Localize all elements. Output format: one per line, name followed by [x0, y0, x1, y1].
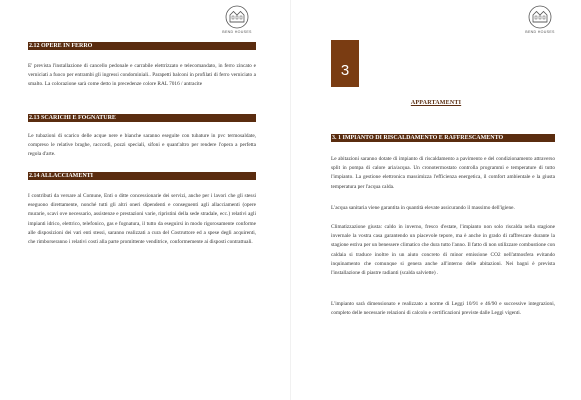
- paragraph-riscaldamento-2: L'acqua sanitaria viene garantita in quantità elevate assicurando il massimo dell'igiene.: [331, 205, 515, 211]
- brand-name: BEND HOUSES: [222, 30, 252, 34]
- brand-name: BEND HOUSES: [525, 30, 555, 34]
- chapter-number: 3: [340, 62, 350, 79]
- paragraph-allacciamenti: I contributi da versare al Comune, Enti o ditte concessionarie dei servizi, anche per i lavori che gli stessi eseguono direttamente, nonché tutti gli altri oneri dipendenti e conseguenti agli allacciamenti (opere murarie, scavi ove necessario, assistenze e prestazioni varie, ripristini della sede stradale, ecc.) relativi agli impianti idrico, elettrico, telefonico, gas e fognatura, il tutto da eseguirsi in modo rigorosamente conforme alle disposizioni dei vari enti stessi, saranno realizzati a cura del Costruttore ed a spese degli acquirenti, che rimborseranno i relativi costi alla parte promittente venditrice, conformemente ai disposti contrattuali.: [28, 193, 256, 246]
- chapter-number-box: [331, 40, 359, 87]
- paragraph-opere-in-ferro: E' prevista l'installazione di cancello pedonale e carrabile elettrizzato e telecomandato, in ferro zincato e verniciati a fuoco per entrambi gli ingressi condominiali.. Parapetti balconi in profilati di ferro verniciato a smalto. La colorazione sarà come detto in precedenze colore RAL 7016 / antracite: [28, 63, 256, 88]
- section-heading-allacciamenti: 2.14 ALLACCIAMENTI: [28, 172, 256, 180]
- brand-logo: [525, 5, 555, 34]
- house-logo-icon: [528, 5, 552, 29]
- brand-logo: [222, 5, 252, 34]
- section-heading-riscaldamento: 3. 1 IMPIANTO DI RISCALDAMENTO E RAFFRESCAMENTO: [331, 134, 555, 142]
- chapter-title: APPARTAMENTI: [410, 100, 462, 106]
- right-page: [291, 0, 581, 400]
- paragraph-scarichi: Le tubazioni di scarico delle acque nere e bianche saranno eseguite con tubature in pvc termosaldate, compreso le relative braghe, raccordi, pozzi speciali, sifoni e quant'altro per rendere l'opera a perfetta regola d'arte.: [28, 133, 256, 158]
- section-heading-opere-in-ferro: 2.12 OPERE IN FERRO: [28, 42, 256, 50]
- house-logo-icon: [225, 5, 249, 29]
- section-heading-scarichi: 2.13 SCARICHI E FOGNATURE: [28, 114, 256, 122]
- left-page: [0, 0, 290, 400]
- paragraph-riscaldamento-3: Climatizzazione giusta: caldo in inverno, fresco d'estate, l'impianto non solo riscalda nella stagione invernale la vostra casa garantendo un piacevole tepore, ma è anche in grado di raffrescare durante la stagione estiva per un benessere climatico che dura tutto l'anno. Il fatto di non utilizzare combustione con caldaia si traduce inoltre in un aiuto concreto di minor emissione CO2 nell'atmosfera evitando inquinamento che comunque si genera anche all'interno delle abitazioni. Nei bagni è prevista l'installazione di piastre radianti (scalda salviette) .: [331, 224, 555, 277]
- paragraph-riscaldamento-1: Le abitazioni saranno dotate di impianto di riscaldamento a pavimento e del condizionamento attraverso split in pompa di calore aria/acqua. Un cronotermostato controlla programmi e temperature di tutto l'impianto. La gestione elettronica massimizza l'efficienza energetica, il comfort ambientale e la giusta temperatura per l'acqua calda.: [331, 156, 555, 190]
- paragraph-riscaldamento-4: L'impianto sarà dimensionato e realizzato a norme di Leggi 10/91 e 46/90 e successive integrazioni, completo delle necessarie relazioni di calcolo e certificazioni previste dalle Leggi vigenti.: [331, 301, 555, 317]
